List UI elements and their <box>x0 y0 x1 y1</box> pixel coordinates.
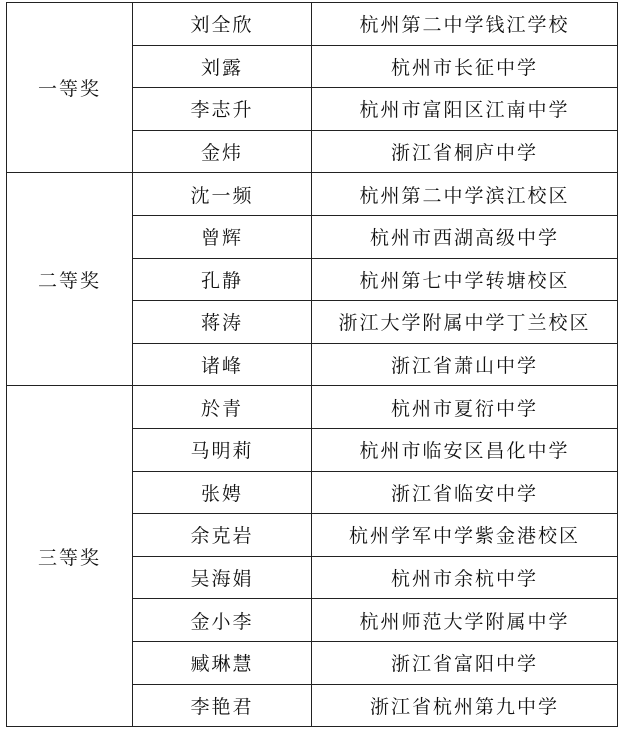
name-cell: 李艳君 <box>133 684 312 727</box>
name-cell: 李志升 <box>133 88 312 131</box>
school-cell: 杭州市夏衍中学 <box>312 386 618 429</box>
school-cell: 杭州市西湖高级中学 <box>312 215 618 258</box>
name-cell: 於青 <box>133 386 312 429</box>
school-cell: 浙江省杭州第九中学 <box>312 684 618 727</box>
table-row <box>7 386 618 429</box>
school-cell: 杭州第二中学钱江学校 <box>312 3 618 46</box>
table-row <box>7 173 618 216</box>
name-cell: 金小李 <box>133 599 312 642</box>
school-cell: 杭州师范大学附属中学 <box>312 599 618 642</box>
award-level-cell: 二等奖 <box>7 173 133 386</box>
school-cell: 杭州第七中学转塘校区 <box>312 258 618 301</box>
name-cell: 孔静 <box>133 258 312 301</box>
school-cell: 杭州市富阳区江南中学 <box>312 88 618 131</box>
table-row <box>7 3 618 46</box>
name-cell: 诸峰 <box>133 343 312 386</box>
awards-table-body <box>7 3 618 727</box>
award-level-cell: 三等奖 <box>7 386 133 727</box>
school-cell: 浙江省富阳中学 <box>312 641 618 684</box>
school-cell: 杭州市余杭中学 <box>312 556 618 599</box>
name-cell: 臧琳慧 <box>133 641 312 684</box>
awards-table <box>6 2 618 727</box>
name-cell: 刘全欣 <box>133 3 312 46</box>
name-cell: 马明莉 <box>133 428 312 471</box>
school-cell: 浙江大学附属中学丁兰校区 <box>312 301 618 344</box>
award-level-cell: 一等奖 <box>7 3 133 173</box>
school-cell: 杭州市临安区昌化中学 <box>312 428 618 471</box>
name-cell: 吴海娟 <box>133 556 312 599</box>
school-cell: 浙江省桐庐中学 <box>312 130 618 173</box>
name-cell: 张娉 <box>133 471 312 514</box>
name-cell: 沈一频 <box>133 173 312 216</box>
school-cell: 浙江省萧山中学 <box>312 343 618 386</box>
name-cell: 金炜 <box>133 130 312 173</box>
school-cell: 杭州第二中学滨江校区 <box>312 173 618 216</box>
name-cell: 蒋涛 <box>133 301 312 344</box>
school-cell: 杭州市长征中学 <box>312 45 618 88</box>
school-cell: 浙江省临安中学 <box>312 471 618 514</box>
name-cell: 曾辉 <box>133 215 312 258</box>
school-cell: 杭州学军中学紫金港校区 <box>312 514 618 557</box>
name-cell: 刘露 <box>133 45 312 88</box>
name-cell: 余克岩 <box>133 514 312 557</box>
